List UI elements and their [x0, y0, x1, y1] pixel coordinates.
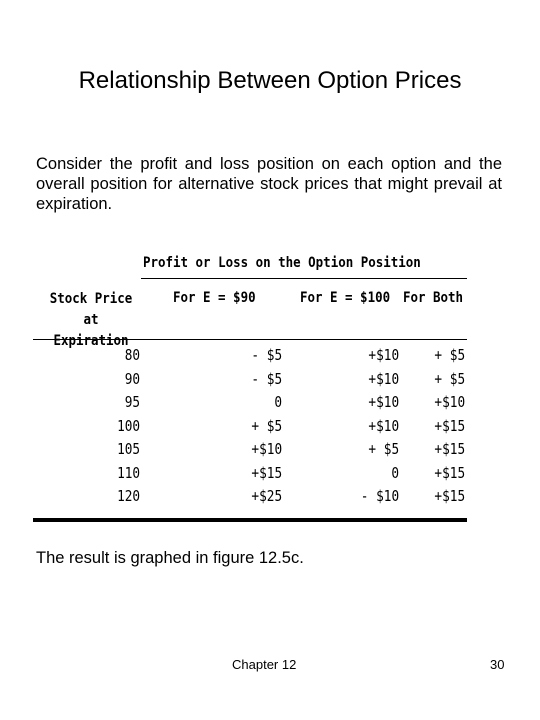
- cell-stock-price: 120: [116, 487, 140, 505]
- table-row: [33, 440, 467, 464]
- cell-both: +$15: [434, 416, 465, 435]
- section-header-rule: [141, 278, 467, 279]
- column-header-both: For Both: [403, 290, 464, 306]
- column-header-stock-price: Stock Price at Expiration: [49, 291, 133, 349]
- cell-e90: - $5: [251, 346, 282, 364]
- table-row: [33, 370, 467, 394]
- column-header-e100: For E = $100: [300, 290, 391, 306]
- intro-paragraph: Consider the profit and loss position on each option and the overall position for alternative stock prices that might prevail at expiration.: [36, 155, 502, 213]
- cell-e90: +$10: [251, 440, 282, 458]
- cell-both: + $5: [434, 346, 465, 364]
- cell-both: +$15: [434, 463, 465, 482]
- cell-stock-price: 110: [116, 463, 140, 482]
- cell-e90: + $5: [251, 416, 282, 435]
- cell-stock-price: 90: [124, 369, 140, 388]
- bottom-rule: [33, 518, 467, 522]
- cell-e100: +$10: [368, 416, 399, 435]
- cell-e100: - $10: [360, 487, 399, 505]
- page-number: 30: [490, 657, 505, 672]
- cell-stock-price: 95: [124, 393, 140, 411]
- cell-e90: +$25: [251, 487, 282, 505]
- cell-stock-price: 100: [116, 416, 140, 435]
- table-body: [33, 346, 467, 511]
- cell-e100: +$10: [368, 346, 399, 364]
- cell-both: +$15: [434, 440, 465, 458]
- header-rule: [33, 339, 467, 340]
- cell-e100: + $5: [368, 440, 399, 458]
- footer-chapter: Chapter 12: [232, 657, 297, 672]
- cell-both: +$10: [434, 393, 465, 411]
- cell-e100: +$10: [368, 393, 399, 411]
- cell-e90: - $5: [251, 369, 282, 388]
- cell-both: + $5: [434, 369, 465, 388]
- slide-title: Relationship Between Option Prices: [78, 67, 462, 94]
- table-row: [33, 393, 467, 417]
- table-row: [33, 417, 467, 441]
- cell-stock-price: 105: [116, 440, 140, 458]
- cell-e90: 0: [274, 393, 282, 411]
- result-note: The result is graphed in figure 12.5c.: [36, 549, 304, 567]
- cell-e100: 0: [391, 463, 399, 482]
- table-row: [33, 487, 467, 511]
- cell-e100: +$10: [368, 369, 399, 388]
- table-section-header: Profit or Loss on the Option Position: [143, 255, 421, 271]
- cell-stock-price: 80: [124, 346, 140, 364]
- table-row: [33, 464, 467, 488]
- table-row: [33, 346, 467, 370]
- cell-e90: +$15: [251, 463, 282, 482]
- cell-both: +$15: [434, 487, 465, 505]
- profit-loss-table: [33, 250, 467, 525]
- column-header-e90: For E = $90: [173, 290, 256, 306]
